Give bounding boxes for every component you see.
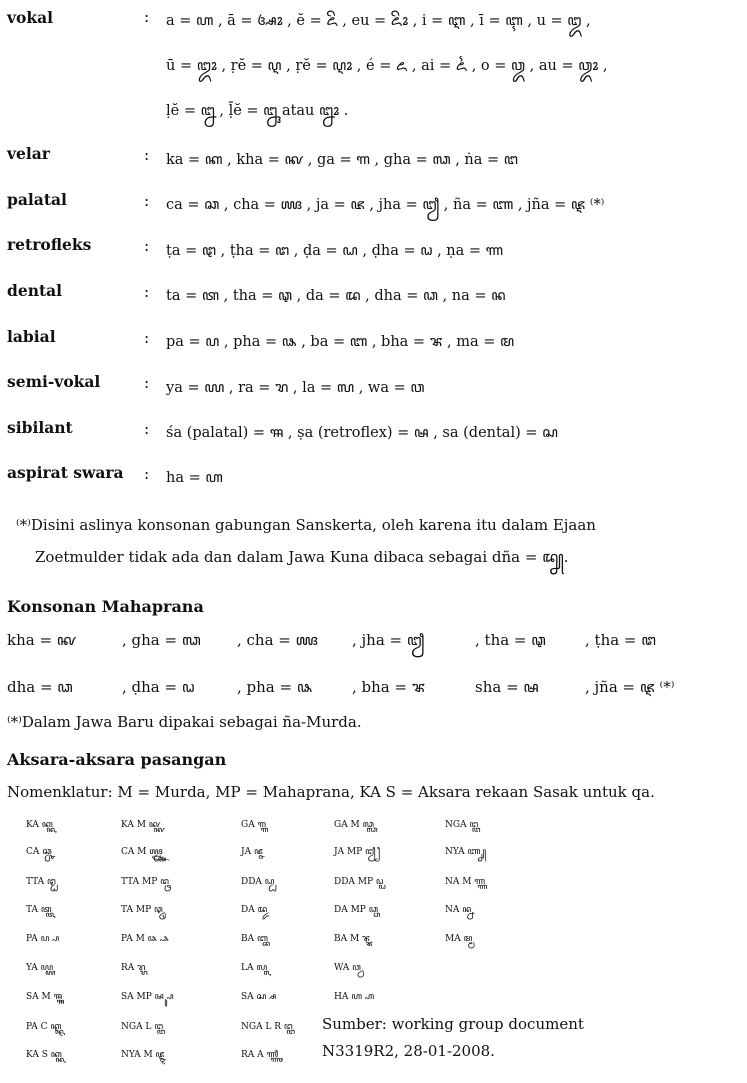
pasangan-cell: TA MP ꦡ ꧀ꦡ <box>121 905 166 915</box>
pasangan-cell: DA MP ꦣ ꧀ꦣ <box>334 905 381 915</box>
mp-item: , bha = ꦨ <box>352 678 426 696</box>
pasangan-cell: RA A ꦬ ꧀ꦬ <box>241 1050 281 1060</box>
pasangan-cell: SA ꦱ ꧀ꦱ <box>241 992 277 1002</box>
pasangan-cell: SA M ꦯ ꧀ꦯ <box>26 992 65 1002</box>
label-velar: velar <box>7 144 50 163</box>
pasangan-cell: PA M ꦦ ꧀ꦦ <box>121 934 169 944</box>
colon: : <box>144 8 150 26</box>
colon: : <box>144 283 150 301</box>
source-line-2: N3319R2, 28-01-2008. <box>322 1042 495 1060</box>
pasangan-cell: KA S ꦏ ꧀ꦏ <box>26 1050 65 1060</box>
mp-item: kha = ꦑ <box>7 631 77 649</box>
row-aspirat-swara: ha = ꦲ <box>166 470 223 486</box>
pasangan-cell: NYA ꦚ ꧀ꦚ <box>445 847 487 857</box>
pasangan-cell: TA ꦠ ꧀ꦠ <box>26 905 54 915</box>
colon: : <box>144 465 150 483</box>
pasangan-cell: SA MP ꦰ ꧀ꦰ <box>121 992 174 1002</box>
pasangan-cell: WA ꦮ ꧀ꦮ <box>334 963 364 973</box>
pasangan-heading: Aksara-aksara pasangan <box>7 750 227 769</box>
row-palatal: ca = ꦕ , cha = ꦖ , ja = ꦗ , jha = ꦙ , ña = ꦚ , jña = ꦘ ⁽*⁾ <box>166 197 605 213</box>
vokal-line-2: ū = ꦈꦴ , ṛĕ = ꦉ , ṛĕ = ꦉꦴ , é = ꦌ , ai = ꦍ , o = ꦎ , au = ꦎꦴ , <box>166 58 608 74</box>
mp-item: , tha = ꦡ <box>475 631 546 649</box>
label-vokal: vokal <box>7 8 54 27</box>
colon: : <box>144 192 150 210</box>
mp-item: , ḍha = ꦞ <box>122 678 195 696</box>
pasangan-cell: BA M ꦨ ꧀ꦨ <box>334 934 373 944</box>
mahaprana-note: ⁽*⁾Dalam Jawa Baru dipakai sebagai ña-Murda. <box>7 713 362 731</box>
pasangan-cell: YA ꦪ ꧀ꦪ <box>26 963 56 973</box>
pasangan-cell: HA ꦲ ꧀ꦲ <box>334 992 375 1002</box>
label-semi-vokal: semi-vokal <box>7 372 101 391</box>
label-aspirat-swara: aspirat swara <box>7 463 124 482</box>
pasangan-cell: NA ꦤ ꧀ꦤ <box>445 905 474 915</box>
colon: : <box>144 374 150 392</box>
label-retrofleks: retrofleks <box>7 235 92 254</box>
row-velar: ka = ꦏ , kha = ꦑ , ga = ꦒ , gha = ꦓ , ṅa = ꦔ <box>166 152 518 168</box>
pasangan-cell: LA ꦭ ꧀ꦭ <box>241 963 270 973</box>
pasangan-cell: NGA ꦔ ꧀ꦔ <box>445 820 481 830</box>
row-sibilant: śa (palatal) = ꦯ , ṣa (retroflex) = ꦰ , sa (dental) = ꦱ <box>166 425 558 441</box>
mp-item: , jña = ꦘ ⁽*⁾ <box>585 678 675 696</box>
pasangan-cell: NYA M ꦘ ꧀ꦘ <box>121 1050 167 1060</box>
pasangan-cell: JA MP ꦙ ꧀ꦙ <box>334 847 381 857</box>
mp-item: , gha = ꦓ <box>122 631 201 649</box>
mp-item: , cha = ꦖ <box>237 631 318 649</box>
label-sibilant: sibilant <box>7 418 73 437</box>
nomenklatur: Nomenklatur: M = Murda, MP = Mahaprana, KA S = Aksara rekaan Sasak untuk qa. <box>7 783 655 801</box>
pasangan-cell: KA ꦏ ꧀ꦏ <box>26 820 56 830</box>
mp-item: dha = ꦣ <box>7 678 73 696</box>
pasangan-cell: KA M ꦑ ꧀ꦑ <box>121 820 163 830</box>
pasangan-cell: TTA ꦛ ꧀ꦛ <box>26 877 59 887</box>
pasangan-cell: CA M ꦖ ꧀ꦖ <box>121 847 165 857</box>
colon: : <box>144 237 150 255</box>
pasangan-cell: TTA MP ꦜ ꧀ꦜ <box>121 877 172 887</box>
vokal-line-3: ḷĕ = ꦊ , ḹĕ = ꦋ atau ꦊꦴ . <box>166 103 349 119</box>
footnote-line-1: ⁽*⁾Disini aslinya konsonan gabungan Sanskerta, oleh karena itu dalam Ejaan <box>16 516 596 534</box>
pasangan-cell: GA M ꦓ ꧀ꦓ <box>334 820 377 830</box>
mp-item: , pha = ꦦ <box>237 678 313 696</box>
row-semi-vokal: ya = ꦪ , ra = ꦫ , la = ꦭ , wa = ꦮ <box>166 380 425 396</box>
pasangan-cell: NA M ꦟ ꧀ꦟ <box>445 877 488 887</box>
pasangan-cell: MA ꦩ ꧀ꦩ <box>445 934 475 944</box>
pasangan-cell: DDA MP ꦞ ꧀ꦞ <box>334 877 386 887</box>
pasangan-cell: RA ꦫ ꧀ꦫ <box>121 963 148 973</box>
footnote-line-2: Zoetmulder tidak ada dan dalam Jawa Kuna dibaca sebagai dña = ꦢ꧀ꦚ. <box>35 548 569 566</box>
pasangan-cell: DDA ꦝ ꧀ꦝ <box>241 877 277 887</box>
colon: : <box>144 420 150 438</box>
row-dental: ta = ꦠ , tha = ꦡ , da = ꦢ , dha = ꦣ , na = ꦤ <box>166 288 506 304</box>
pasangan-cell: NGA L ꦔ ꧀ꦔ <box>121 1022 166 1032</box>
mahaprana-heading: Konsonan Mahaprana <box>7 597 204 616</box>
mp-item: , jha = ꦙ <box>352 631 425 649</box>
label-labial: labial <box>7 327 56 346</box>
mp-item: sha = ꦰ <box>475 678 539 696</box>
row-labial: pa = ꦥ , pha = ꦦ , ba = ꦧ , bha = ꦨ , ma = ꦩ <box>166 334 515 350</box>
pasangan-cell: PA ꦥ ꧀ꦥ <box>26 934 60 944</box>
pasangan-cell: BA ꦧ ꧀ꦧ <box>241 934 271 944</box>
pasangan-cell: GA ꦒ ꧀ꦒ <box>241 820 269 830</box>
source-line-1: Sumber: working group document <box>322 1015 584 1033</box>
colon: : <box>144 329 150 347</box>
pasangan-cell: PA C ꦐ ꧀ꦐ <box>26 1022 64 1032</box>
pasangan-cell: DA ꦢ ꧀ꦢ <box>241 905 270 915</box>
pasangan-cell: JA ꦗ ꧀ꦗ <box>241 847 266 857</box>
colon: : <box>144 146 150 164</box>
label-palatal: palatal <box>7 190 67 209</box>
pasangan-cell: CA ꦕ ꧀ꦕ <box>26 847 54 857</box>
vokal-line-1: a = ꦲ , ā = ꦄꦴ , ĕ = ꦌꦼ , eu = ꦌꦼꦴ , i = ꦆ , ī = ꦇ , u = ꦈ , <box>166 13 591 29</box>
row-retrofleks: ṭa = ꦛ , ṭha = ꦜ , ḍa = ꦝ , ḍha = ꦞ , ṇa = ꦟ <box>166 243 504 259</box>
label-dental: dental <box>7 281 63 300</box>
mp-item: , ṭha = ꦜ <box>585 631 656 649</box>
pasangan-cell: NGA L R ꦔ ꧀ꦔ <box>241 1022 296 1032</box>
